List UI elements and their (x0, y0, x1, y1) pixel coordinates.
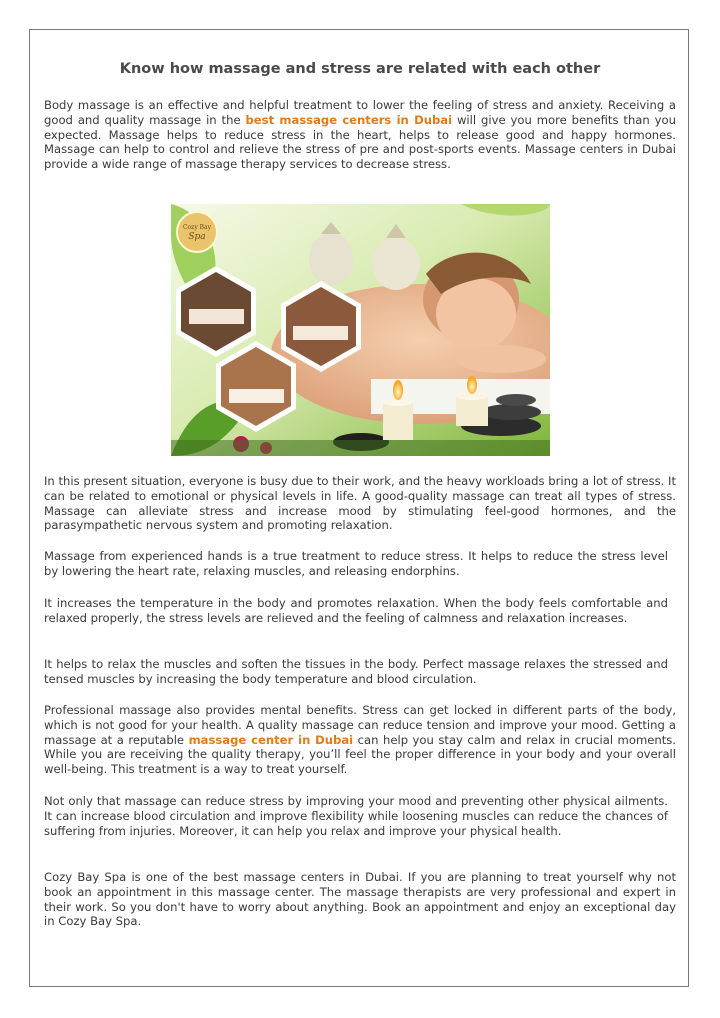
paragraph-not-only: Not only that massage can reduce stress by improving your mood and preventing other physical ailments. It can increase blood circulation and improve flexibility while loosening muscles can reduce the chances of suffering from injuries. Moreover, it can help you relax and improve your physical health. (44, 794, 668, 838)
paragraph-professional (44, 703, 676, 777)
professional-text-2: can help you stay calm and relax in crucial moments. While you are receiving the quality therapy, you’ll feel the proper difference in your body and your overall well-being. This treatment is a way to treat yourself. (44, 732, 676, 777)
paragraph-experienced-hands: Massage from experienced hands is a true treatment to reduce stress. It helps to reduce the stress level by lowering the heart rate, relaxing muscles, and releasing endorphins. (44, 549, 668, 578)
best-massage-centers-link[interactable]: best massage centers in Dubai (245, 112, 453, 127)
paragraph-muscles: It helps to relax the muscles and soften the tissues in the body. Perfect massage relaxes the stressed and tensed muscles by increasing the body temperature and blood circulation. (44, 657, 668, 686)
spa-image (171, 204, 550, 456)
paragraph-cozy-bay-spa: Cozy Bay Spa is one of the best massage centers in Dubai. If you are planning to treat yourself why not book an appointment in this massage center. The massage therapists are very professional and expert in their work. So you don't have to worry about anything. Book an appointment and enjoy an exceptional day in Cozy Bay Spa. (44, 870, 676, 929)
intro-text-2: will give you more benefits than you expected. Massage helps to reduce stress in the heart, helps to release good and happy hormones. Massage can help to control and relieve the stress of pre and post-sports events. Massage centers in Dubai provide a wide range of massage therapy services to decrease stress. (44, 112, 676, 172)
logo-text-top: Cozy Bay (182, 224, 212, 231)
cozy-bay-spa-logo (177, 212, 217, 252)
logo-text-bottom: Spa (188, 232, 206, 242)
paragraph-temperature: It increases the temperature in the body and promotes relaxation. When the body feels comfortable and relaxed properly, the stress levels are relieved and the feeling of calmness and relaxation increases. (44, 596, 668, 625)
page-title: Know how massage and stress are related with each other (119, 61, 601, 77)
paragraph-situation: In this present situation, everyone is busy due to their work, and the heavy workloads bring a lot of stress. It can be related to emotional or physical levels in life. A good-quality massage can treat all types of stress. Massage can alleviate stress and increase mood by stimulating feel-good hormones, and the parasympathetic nervous system and promoting relaxation. (44, 474, 676, 533)
professional-text-1: Professional massage also provides mental benefits. Stress can get locked in different parts of the body, which is not good for your health. A quality massage can reduce tension and improve your mood. Getting a massage at a reputable (44, 703, 676, 747)
intro-paragraph (44, 98, 676, 172)
massage-center-link[interactable]: massage center in Dubai (188, 732, 354, 747)
document-page (29, 29, 689, 987)
intro-text-1: Body massage is an effective and helpful treatment to lower the feeling of stress and anxiety. Receiving a good and quality massage in the (44, 98, 676, 127)
